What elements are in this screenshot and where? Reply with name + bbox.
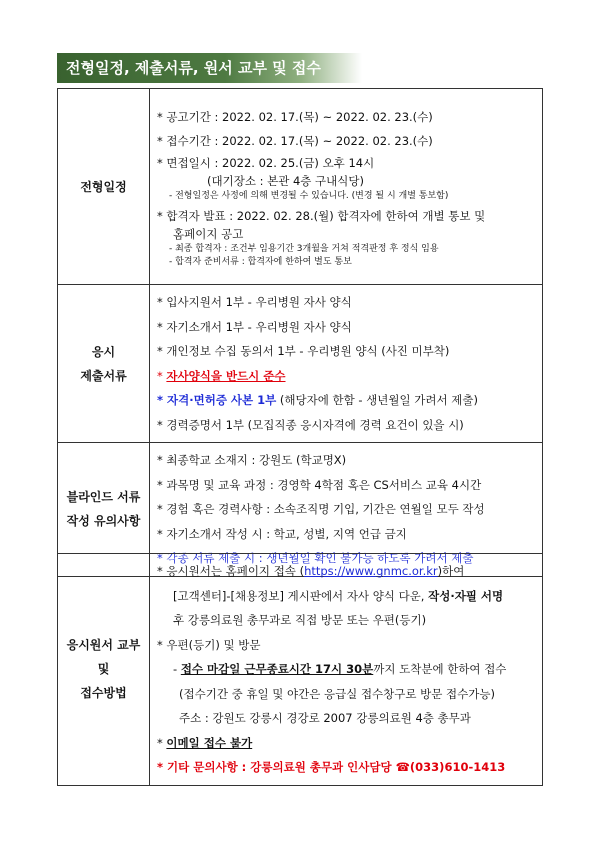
blind-item-school: * 최종학교 소재지 : 강원도 (학교명X) (157, 453, 347, 467)
app-line-holiday: (접수기간 중 휴일 및 야간은 응급실 접수창구로 방문 접수가능) (179, 686, 495, 701)
section-title: 전형일정, 제출서류, 원서 교부 및 접수 (57, 53, 362, 83)
blind-label-line-2: 작성 유의사항 (66, 514, 141, 529)
app-line-deadline (157, 657, 542, 682)
blind-label-line-1: 블라인드 서류 (66, 490, 141, 505)
homepage-link[interactable]: https://www.gnmc.or.kr (304, 564, 438, 578)
app-line-no-email-bullet: * (157, 735, 163, 750)
doc-item-self-intro: * 자기소개서 1부 - 우리병원 자사 양식 (157, 319, 352, 334)
documents-content (150, 285, 543, 443)
application-label (58, 554, 150, 786)
blind-item-self-intro: * 자기소개서 작성 시 : 학교, 성별, 지역 언급 금지 (157, 526, 407, 541)
interview-note: - 전형일정은 사정에 의해 변경될 수 있습니다. (변경 될 시 개별 통보함) (169, 190, 449, 201)
app-line-homepage (157, 559, 542, 584)
application-label-line-3: 접수방법 (80, 686, 127, 701)
doc-item-license-bold: * 자격·면허증 사본 1부 (157, 393, 277, 407)
app-line-deadline-bold: 접수 마감일 근무종료시간 17시 30분 (180, 662, 374, 676)
blind-item-course: * 과목명 및 교육 과정 : 경영학 4학점 혹은 CS서비스 교육 4시간 (157, 477, 482, 492)
app-line-mail: * 우편(등기) 및 방문 (157, 637, 261, 652)
application-row (58, 554, 543, 786)
app-line-deadline-dash: - (173, 662, 181, 676)
receipt-period: * 접수기간 : 2022. 02. 17.(목) ~ 2022. 02. 23.(수) (157, 134, 433, 148)
schedule-content (150, 89, 543, 285)
application-label-line-1: 응시원서 교부 (66, 638, 141, 653)
result-note-final: - 최종 합격자 : 조건부 임용기간 3개월을 거쳐 적격판정 후 정식 임용 (169, 243, 439, 254)
documents-label (58, 285, 150, 443)
blind-item-career: * 경험 혹은 경력사항 : 소속조직명 기입, 기간은 연월일 모두 작성 (157, 502, 485, 516)
application-content (150, 554, 543, 786)
interview-datetime: * 면접일시 : 2022. 02. 25.(금) 오후 14시 (157, 155, 375, 170)
doc-item-form-bullet: * (157, 368, 163, 383)
doc-item-form-notice (157, 364, 542, 389)
doc-item-license (157, 388, 542, 413)
documents-label-line-2: 제출서류 (80, 368, 127, 383)
doc-item-application: * 입사지원서 1부 - 우리병원 자사 양식 (157, 295, 352, 309)
result-announcement-cont: 홈페이지 공고 (173, 226, 244, 241)
doc-item-form-text: 자사양식을 반드시 준수 (166, 368, 286, 383)
app-line-homepage-b: )하여 (437, 564, 465, 578)
app-line-board-bold: 작성·자필 서명 (428, 588, 504, 603)
doc-item-license-rest: (해당자에 한함 - 생년월일 가려서 제출) (276, 393, 478, 407)
doc-item-career: * 경력증명서 1부 (모집직종 응시자격에 경력 요건이 있을 시) (157, 417, 464, 432)
app-line-board (157, 584, 542, 609)
result-announcement: * 합격자 발표 : 2022. 02. 28.(월) 합격자에 한하여 개별 통보 및 (157, 208, 486, 223)
doc-item-privacy: * 개인정보 수집 동의서 1부 - 우리병원 양식 (사진 미부착) (157, 344, 450, 358)
app-line-deadline-rest: 까지 도착분에 한하여 접수 (373, 662, 507, 676)
blind-item-submit: * 각종 서류 제출 시 : 생년월일 확인 불가능 하도록 가려서 제출 (157, 551, 474, 565)
app-line-address: 주소 : 강원도 강릉시 경강로 2007 강릉의료원 4층 총무과 (179, 711, 471, 725)
documents-row (58, 285, 543, 443)
application-label-line-2: 및 (97, 662, 110, 677)
app-line-board-a: [고객센터]-[채용정보] 게시판에서 자사 양식 다운, (173, 588, 429, 603)
notice-period: * 공고기간 : 2022. 02. 17.(목) ~ 2022. 02. 23.(수) (157, 109, 433, 124)
application-table (57, 553, 543, 786)
app-line-no-email-text: 이메일 접수 불가 (166, 735, 253, 750)
schedule-documents-table (57, 88, 543, 577)
documents-label-line-1: 응시 (91, 344, 116, 359)
app-line-homepage-a: * 응시원서는 홈페이지 접속 ( (157, 564, 305, 578)
app-line-no-email (157, 731, 542, 756)
app-line-contact: * 기타 문의사항 : 강릉의료원 총무과 인사담당 ☎(033)610-1413 (157, 760, 506, 774)
waiting-place: (대기장소 : 본관 4층 구내식당) (207, 173, 364, 188)
app-line-submit: 후 강릉의료원 총무과로 직접 방문 또는 우편(등기) (173, 613, 427, 627)
result-note-docs: - 합격자 준비서류 : 합격자에 한하여 별도 통보 (169, 256, 352, 267)
schedule-label: 전형일정 (58, 89, 150, 285)
schedule-row (58, 89, 543, 285)
